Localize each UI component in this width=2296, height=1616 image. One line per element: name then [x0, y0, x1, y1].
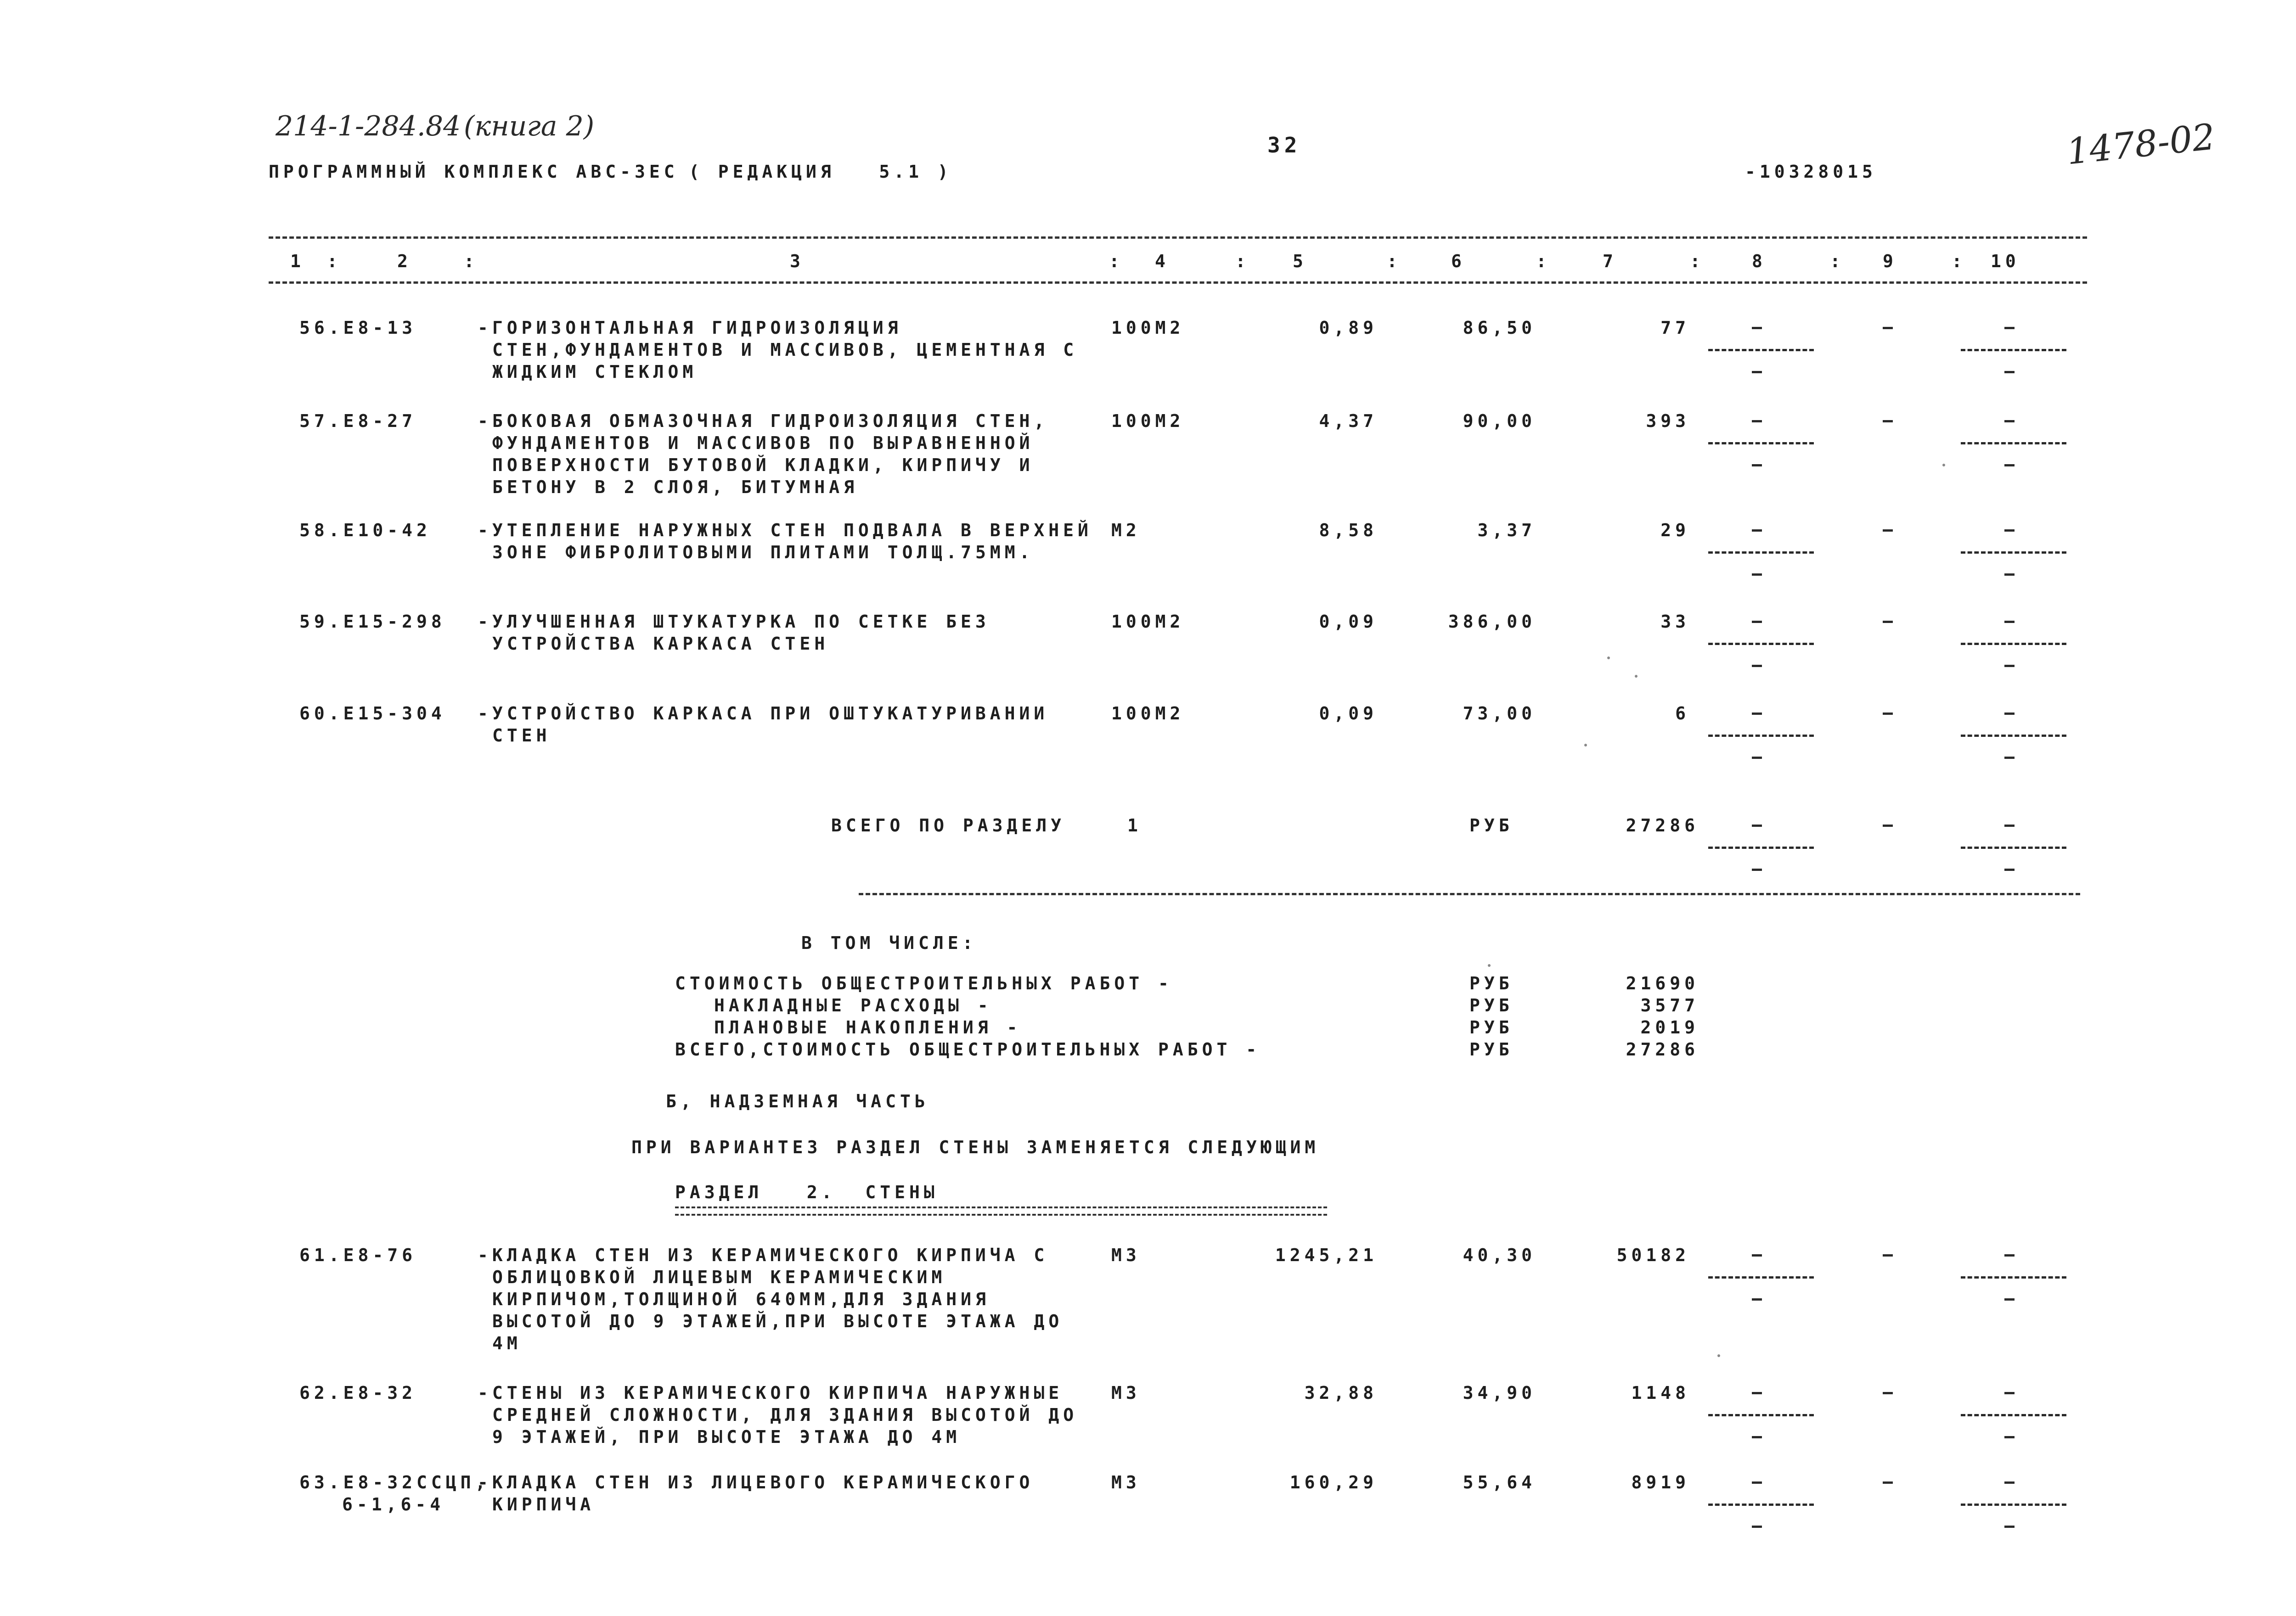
- empty-cell-mark: [2004, 1392, 2015, 1394]
- sub-rule: [1708, 735, 1814, 737]
- row-unit: 100М2: [1111, 612, 1185, 632]
- row-description-line: -БОКОВАЯ ОБМАЗОЧНАЯ ГИДРОИЗОЛЯЦИЯ СТЕН,: [478, 411, 1049, 431]
- column-number: 5: [1293, 251, 1307, 271]
- row-unit-price: 386,00: [1448, 612, 1536, 632]
- sub-rule: [1961, 847, 2066, 849]
- empty-cell-mark: [2004, 869, 2015, 871]
- column-number: 10: [1991, 251, 2020, 271]
- row-quantity: 0,09: [1319, 612, 1378, 632]
- empty-cell-mark: [1752, 464, 1762, 466]
- empty-cell-mark: [1883, 825, 1893, 827]
- empty-cell-mark: [2004, 621, 2015, 623]
- header-rule-top: [269, 236, 2087, 239]
- empty-cell-mark: [1752, 529, 1762, 532]
- sub-rule: [1961, 1504, 2066, 1506]
- empty-cell-mark: [2004, 1254, 2015, 1257]
- column-number: 1: [290, 251, 305, 271]
- column-number: 8: [1752, 251, 1767, 271]
- sub-rule: [1961, 349, 2066, 351]
- row-total: 6: [1675, 703, 1690, 724]
- section-total-number: 1: [1127, 815, 1142, 836]
- empty-cell-mark: [1752, 1254, 1762, 1257]
- empty-cell-mark: [1752, 1392, 1762, 1394]
- row-quantity: 4,37: [1319, 411, 1378, 431]
- column-separator: :: [1690, 251, 1705, 271]
- section-total-rule: [859, 893, 2080, 895]
- row-unit-price: 90,00: [1463, 411, 1536, 431]
- scan-speck: [1488, 964, 1491, 967]
- empty-cell-mark: [2004, 1298, 2015, 1301]
- row-description-line: -УТЕПЛЕНИЕ НАРУЖНЫХ СТЕН ПОДВАЛА В ВЕРХНЕЙ: [478, 520, 1092, 540]
- row-total: 1148: [1631, 1383, 1690, 1403]
- section-2-underline: [675, 1206, 1327, 1216]
- empty-cell-mark: [2004, 825, 2015, 827]
- including-label: ПЛАНОВЫЕ НАКОПЛЕНИЯ -: [714, 1017, 1022, 1038]
- row-description-line: ОБЛИЦОВКОЙ ЛИЦЕВЫМ КЕРАМИЧЕСКИМ: [492, 1267, 946, 1287]
- empty-cell-mark: [2004, 529, 2015, 532]
- column-separator: :: [1830, 251, 1845, 271]
- including-unit: РУБ: [1469, 1017, 1514, 1038]
- empty-cell-mark: [1883, 621, 1893, 623]
- empty-cell-mark: [2004, 757, 2015, 759]
- row-code: 56.Е8-13: [299, 318, 417, 338]
- section-total-label: ВСЕГО ПО РАЗДЕЛУ: [831, 815, 1066, 836]
- empty-cell-mark: [1883, 420, 1893, 422]
- row-unit: М3: [1111, 1383, 1141, 1403]
- empty-cell-mark: [2004, 464, 2015, 466]
- row-quantity: 0,89: [1319, 318, 1378, 338]
- row-code: 57.Е8-27: [299, 411, 417, 431]
- row-quantity: 8,58: [1319, 520, 1378, 540]
- sub-rule: [1708, 349, 1814, 351]
- row-description-line: ЖИДКИМ СТЕКЛОМ: [492, 362, 698, 382]
- empty-cell-mark: [1752, 825, 1762, 827]
- row-description-line: БЕТОНУ В 2 СЛОЯ, БИТУМНАЯ: [492, 477, 858, 497]
- row-description-line: -КЛАДКА СТЕН ИЗ КЕРАМИЧЕСКОГО КИРПИЧА С: [478, 1245, 1049, 1265]
- handwritten-stamp: 1478-02: [2065, 116, 2217, 173]
- sub-rule: [1708, 643, 1814, 645]
- empty-cell-mark: [2004, 327, 2015, 329]
- row-total: 393: [1646, 411, 1690, 431]
- row-total: 29: [1660, 520, 1690, 540]
- program-name: ПРОГРАММНЫЙ КОМПЛЕКС АВС-ЗЕС: [269, 162, 679, 182]
- empty-cell-mark: [2004, 713, 2015, 715]
- column-separator: :: [464, 251, 478, 271]
- row-code: 60.Е15-304: [299, 703, 446, 724]
- column-separator: :: [1235, 251, 1250, 271]
- including-unit: РУБ: [1469, 995, 1514, 1016]
- program-edition: ( РЕДАКЦИЯ 5.1 ): [689, 162, 952, 182]
- row-unit-price: 40,30: [1463, 1245, 1536, 1265]
- scan-speck: [1717, 1354, 1720, 1357]
- including-label: СТОИМОСТЬ ОБЩЕСТРОИТЕЛЬНЫХ РАБОТ -: [675, 973, 1173, 993]
- row-unit: М2: [1111, 520, 1141, 540]
- row-unit-price: 3,37: [1477, 520, 1536, 540]
- including-title: В ТОМ ЧИСЛЕ:: [801, 933, 977, 953]
- row-unit: М3: [1111, 1245, 1141, 1265]
- row-unit: 100М2: [1111, 411, 1185, 431]
- section-2-title: РАЗДЕЛ 2. СТЕНЫ: [675, 1182, 939, 1202]
- column-number: 7: [1603, 251, 1617, 271]
- row-description-line: ПОВЕРХНОСТИ БУТОВОЙ КЛАДКИ, КИРПИЧУ И: [492, 455, 1034, 475]
- row-description-line: СРЕДНЕЙ СЛОЖНОСТИ, ДЛЯ ЗДАНИЯ ВЫСОТОЙ ДО: [492, 1405, 1078, 1425]
- book-label: (книга 2): [464, 110, 595, 142]
- doc-id: -10328015: [1745, 162, 1877, 182]
- header-rule-bottom: [269, 281, 2087, 284]
- empty-cell-mark: [1752, 420, 1762, 422]
- row-description-line: КИРПИЧОМ,ТОЛЩИНОЙ 640ММ,ДЛЯ ЗДАНИЯ: [492, 1289, 990, 1309]
- row-code: 63.Е8-32ССЦП,: [299, 1472, 490, 1493]
- row-description-line: ЗОНЕ ФИБРОЛИТОВЫМИ ПЛИТАМИ ТОЛЩ.75ММ.: [492, 542, 1034, 562]
- page-number: 32: [1267, 133, 1301, 157]
- row-description-line: 4М: [492, 1333, 522, 1353]
- empty-cell-mark: [2004, 1481, 2015, 1484]
- scan-speck: [1584, 744, 1587, 746]
- row-code: 58.Е10-42: [299, 520, 431, 540]
- empty-cell-mark: [1752, 757, 1762, 759]
- empty-cell-mark: [1883, 1392, 1893, 1394]
- empty-cell-mark: [2004, 1436, 2015, 1438]
- empty-cell-mark: [2004, 371, 2015, 373]
- row-unit: М3: [1111, 1472, 1141, 1493]
- empty-cell-mark: [1752, 1526, 1762, 1528]
- column-separator: :: [1109, 251, 1124, 271]
- row-total: 50182: [1616, 1245, 1690, 1265]
- including-value: 2019: [1640, 1017, 1699, 1038]
- sub-rule: [1708, 847, 1814, 849]
- empty-cell-mark: [1883, 529, 1893, 532]
- empty-cell-mark: [1752, 1481, 1762, 1484]
- empty-cell-mark: [1883, 327, 1893, 329]
- empty-cell-mark: [1752, 327, 1762, 329]
- row-code: 59.Е15-298: [299, 612, 446, 632]
- empty-cell-mark: [1752, 621, 1762, 623]
- row-unit-price: 34,90: [1463, 1383, 1536, 1403]
- empty-cell-mark: [1752, 573, 1762, 576]
- empty-cell-mark: [1883, 713, 1893, 715]
- column-number: 9: [1883, 251, 1897, 271]
- row-description-line: ФУНДАМЕНТОВ И МАССИВОВ ПО ВЫРАВНЕННОЙ: [492, 433, 1034, 453]
- section-total-unit: РУБ: [1469, 815, 1514, 836]
- row-description-line: -СТЕНЫ ИЗ КЕРАМИЧЕСКОГО КИРПИЧА НАРУЖНЫЕ: [478, 1383, 1064, 1403]
- scan-speck: [1942, 464, 1945, 466]
- column-separator: :: [1952, 251, 1966, 271]
- empty-cell-mark: [1752, 713, 1762, 715]
- doc-code: 214-1-284.84: [276, 110, 461, 142]
- row-description-line: СТЕН,ФУНДАМЕНТОВ И МАССИВОВ, ЦЕМЕНТНАЯ С: [492, 340, 1078, 360]
- row-description-line: -КЛАДКА СТЕН ИЗ ЛИЦЕВОГО КЕРАМИЧЕСКОГО: [478, 1472, 1034, 1493]
- row-code-cont: 6-1,6-4: [342, 1494, 445, 1515]
- including-value: 27286: [1626, 1039, 1699, 1060]
- empty-cell-mark: [1752, 1298, 1762, 1301]
- empty-cell-mark: [1883, 1254, 1893, 1257]
- row-unit-price: 86,50: [1463, 318, 1536, 338]
- column-number: 2: [397, 251, 412, 271]
- including-label: ВСЕГО,СТОИМОСТЬ ОБЩЕСТРОИТЕЛЬНЫХ РАБОТ -: [675, 1039, 1261, 1060]
- including-label: НАКЛАДНЫЕ РАСХОДЫ -: [714, 995, 992, 1016]
- row-code: 62.Е8-32: [299, 1383, 417, 1403]
- column-number: 4: [1155, 251, 1170, 271]
- row-quantity: 1245,21: [1275, 1245, 1378, 1265]
- sub-rule: [1961, 643, 2066, 645]
- row-description-line: 9 ЭТАЖЕЙ, ПРИ ВЫСОТЕ ЭТАЖА ДО 4М: [492, 1427, 961, 1447]
- row-description-line: КИРПИЧА: [492, 1494, 595, 1515]
- row-unit: 100М2: [1111, 703, 1185, 724]
- row-total: 8919: [1631, 1472, 1690, 1493]
- sub-rule: [1708, 1276, 1814, 1279]
- row-description-line: СТЕН: [492, 725, 551, 746]
- sub-rule: [1708, 1414, 1814, 1416]
- scan-speck: [1607, 656, 1610, 659]
- row-description-line: -УСТРОЙСТВО КАРКАСА ПРИ ОШТУКАТУРИВАНИИ: [478, 703, 1049, 724]
- sub-rule: [1961, 1276, 2066, 1279]
- empty-cell-mark: [1752, 665, 1762, 667]
- section-total-value: 27286: [1626, 815, 1699, 836]
- sub-rule: [1708, 442, 1814, 444]
- empty-cell-mark: [1752, 371, 1762, 373]
- including-unit: РУБ: [1469, 973, 1514, 993]
- variant-note: ПРИ ВАРИАНТЕ3 РАЗДЕЛ СТЕНЫ ЗАМЕНЯЕТСЯ СЛЕДУЮЩИМ: [631, 1137, 1320, 1157]
- including-value: 3577: [1640, 995, 1699, 1016]
- part-b-heading: Б, НАДЗЕМНАЯ ЧАСТЬ: [666, 1091, 929, 1111]
- row-description-line: -ГОРИЗОНТАЛЬНАЯ ГИДРОИЗОЛЯЦИЯ: [478, 318, 902, 338]
- row-quantity: 0,09: [1319, 703, 1378, 724]
- empty-cell-mark: [2004, 665, 2015, 667]
- column-separator: :: [1387, 251, 1401, 271]
- sub-rule: [1708, 551, 1814, 554]
- empty-cell-mark: [2004, 573, 2015, 576]
- column-separator: :: [1536, 251, 1551, 271]
- row-unit-price: 55,64: [1463, 1472, 1536, 1493]
- sub-rule: [1708, 1504, 1814, 1506]
- including-unit: РУБ: [1469, 1039, 1514, 1060]
- empty-cell-mark: [2004, 1526, 2015, 1528]
- row-quantity: 160,29: [1289, 1472, 1378, 1493]
- sub-rule: [1961, 551, 2066, 554]
- column-number: 6: [1451, 251, 1466, 271]
- row-code: 61.Е8-76: [299, 1245, 417, 1265]
- column-separator: :: [327, 251, 342, 271]
- empty-cell-mark: [1883, 1481, 1893, 1484]
- including-value: 21690: [1626, 973, 1699, 993]
- row-quantity: 32,88: [1304, 1383, 1378, 1403]
- sub-rule: [1961, 1414, 2066, 1416]
- scan-speck: [1635, 675, 1638, 678]
- sub-rule: [1961, 735, 2066, 737]
- row-description-line: -УЛУЧШЕННАЯ ШТУКАТУРКА ПО СЕТКЕ БЕЗ: [478, 612, 990, 632]
- row-description-line: УСТРОЙСТВА КАРКАСА СТЕН: [492, 634, 829, 654]
- column-number: 3: [790, 251, 805, 271]
- empty-cell-mark: [2004, 420, 2015, 422]
- empty-cell-mark: [1752, 1436, 1762, 1438]
- row-total: 33: [1660, 612, 1690, 632]
- row-description-line: ВЫСОТОЙ ДО 9 ЭТАЖЕЙ,ПРИ ВЫСОТЕ ЭТАЖА ДО: [492, 1311, 1064, 1331]
- row-unit-price: 73,00: [1463, 703, 1536, 724]
- sub-rule: [1961, 442, 2066, 444]
- row-unit: 100М2: [1111, 318, 1185, 338]
- row-total: 77: [1660, 318, 1690, 338]
- empty-cell-mark: [1752, 869, 1762, 871]
